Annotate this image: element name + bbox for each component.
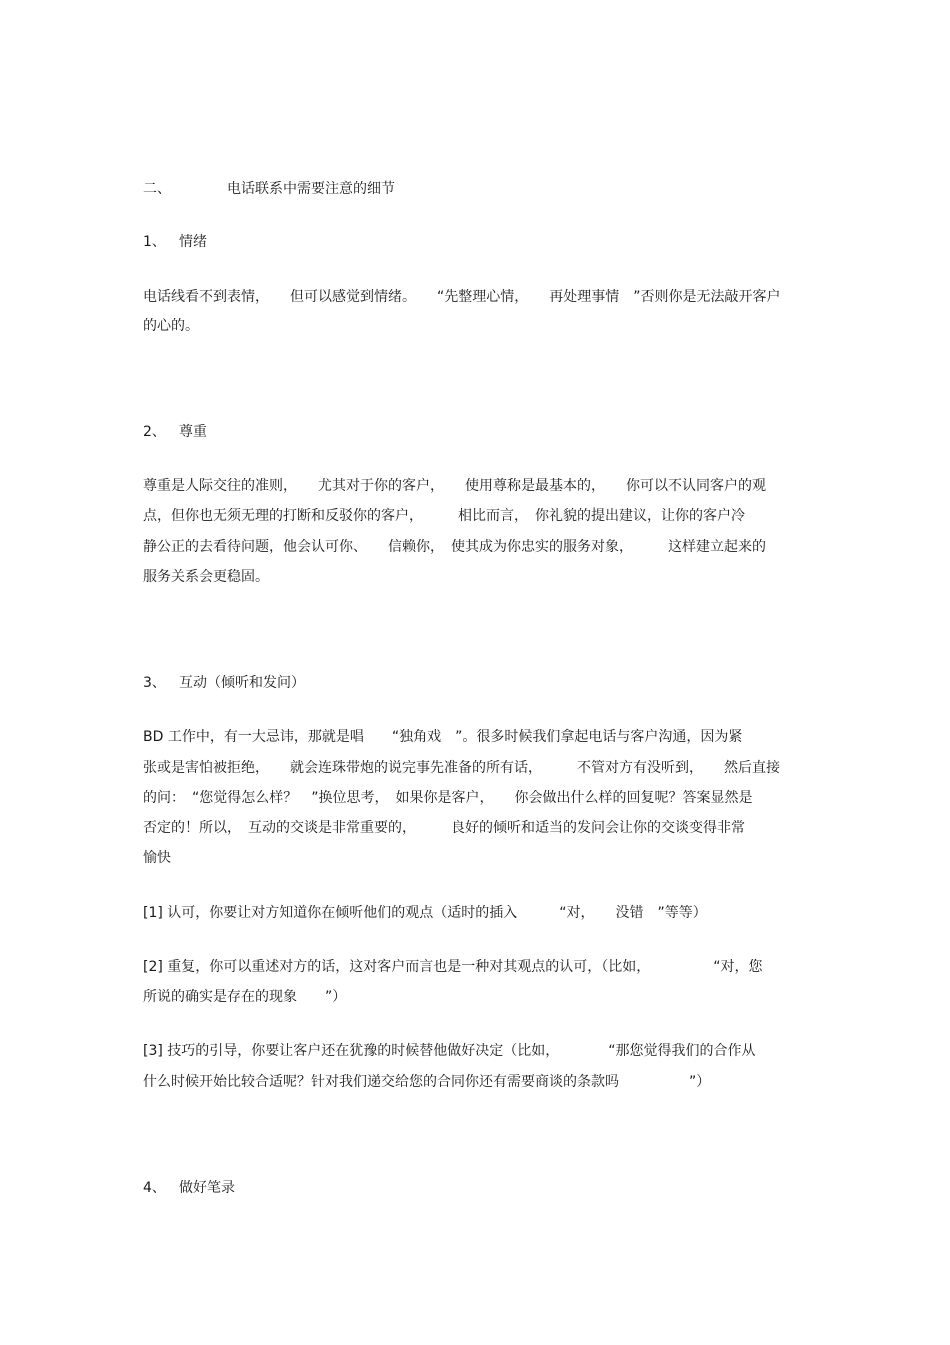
subsection-number: 3、 [143,675,166,691]
subsection-heading-2 [143,422,207,442]
subsection-number: 4、 [143,1180,166,1196]
section-heading-title: 电话联系中需要注意的细节 [227,181,395,197]
subsection-title: 情绪 [179,234,207,250]
paragraph-line: 的问： “您觉得怎么样？ ”换位思考， 如果你是客户， 你会做出什么样的回复呢？答案显然是 [143,790,753,806]
paragraph-line: 的心的。 [143,318,199,334]
paragraph-line: 张或是害怕被拒绝， 就会连珠带炮的说完事先准备的所有话， 不管对方有没听到， 然后直接 [143,760,780,776]
subsection-number: 1、 [143,234,166,250]
paragraph-line: 否定的！所以， 互动的交谈是非常重要的， 良好的倾听和适当的发问会让你的交谈变得非常 [143,820,745,836]
subsection-heading-4 [143,1178,235,1198]
subsection-title: 做好笔录 [179,1180,235,1196]
paragraph-line: 点，但你也无须无理的打断和反驳你的客户， 相比而言， 你礼貌的提出建议，让你的客户冷 [143,508,745,524]
paragraph-line: 尊重是人际交往的准则， 尤其对于你的客户， 使用尊称是最基本的， 你可以不认同客户的观 [143,478,766,494]
subsection-heading-3 [143,673,305,693]
list-item-3: [3] 技巧的引导，你要让客户还在犹豫的时候替他做好决定（比如， “那您觉得我们的合作从 [143,1043,756,1059]
section-heading-number: 二、 [143,181,171,197]
paragraph-line: 愉快 [143,850,171,866]
paragraph-line: 电话线看不到表情， 但可以感觉到情绪。 “先整理心情， 再处理事情 ”否则你是无法敲开客户 [143,289,781,305]
paragraph-line: 服务关系会更稳固。 [143,569,269,585]
list-item-1: [1] 认可，你要让对方知道你在倾听他们的观点（适时的插入 “对， 没错 ”等等） [143,905,707,921]
section-heading [143,179,395,199]
list-item-2-cont: 所说的确实是存在的现象 ”） [143,989,347,1005]
list-item-3-cont: 什么时候开始比较合适呢？针对我们递交给您的合同你还有需要商谈的条款吗 ”） [143,1074,711,1090]
paragraph-line: 静公正的去看待问题，他会认可你、 信赖你， 使其成为你忠实的服务对象， 这样建立起来的 [143,539,766,555]
subsection-title: 互动（倾听和发问） [179,675,305,691]
subsection-title: 尊重 [179,424,207,440]
list-item-2: [2] 重复，你可以重述对方的话，这对客户而言也是一种对其观点的认可，（比如， “对，您 [143,959,763,975]
subsection-heading-1 [143,232,207,252]
subsection-number: 2、 [143,424,166,440]
paragraph-line: BD 工作中，有一大忌讳，那就是唱 “独角戏 ”。很多时候我们拿起电话与客户沟通，因为紧 [143,729,743,745]
